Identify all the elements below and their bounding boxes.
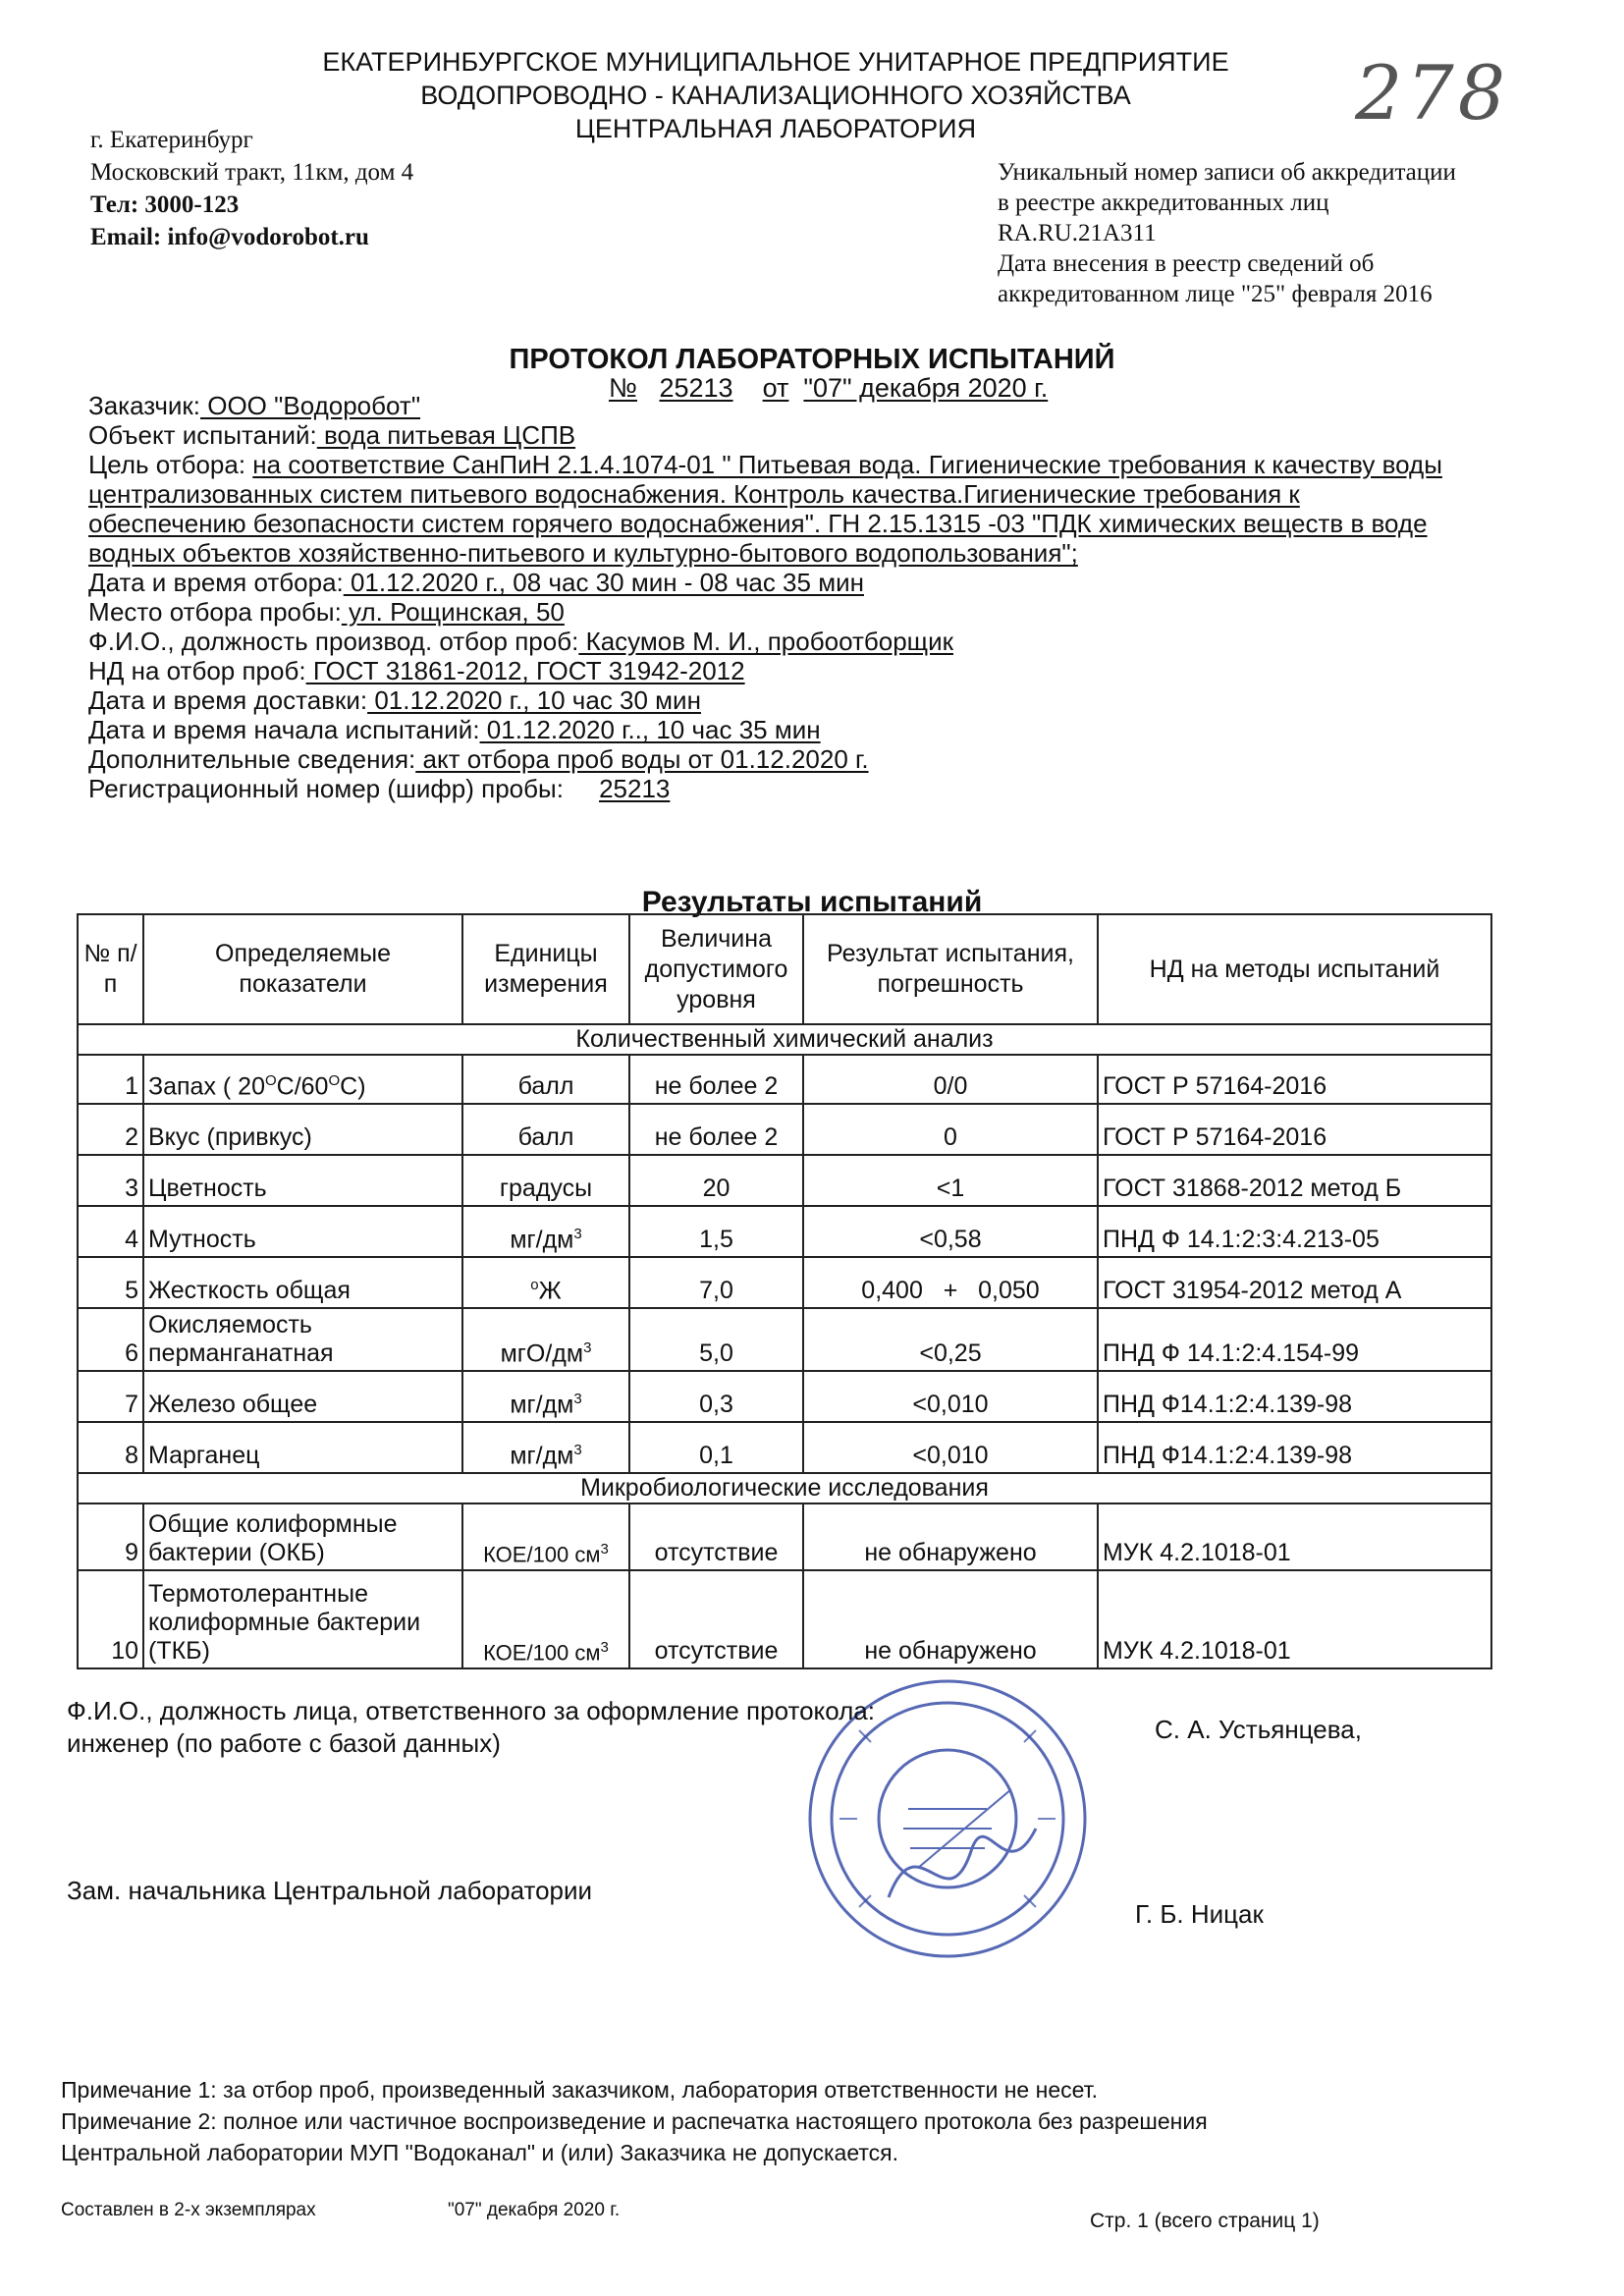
row-limit: 0,3 bbox=[629, 1371, 803, 1422]
accreditation-line-4: Дата внесения в реестр сведений об bbox=[998, 250, 1375, 277]
row-num: 9 bbox=[78, 1503, 143, 1570]
page-number: Стр. 1 (всего страниц 1) bbox=[1090, 2210, 1320, 2232]
head-name: Г. Б. Ницак bbox=[1135, 1899, 1264, 1929]
row-result: 0,400 + 0,050 bbox=[803, 1257, 1098, 1308]
row-limit: отсутствие bbox=[629, 1570, 803, 1668]
row-result: 0 bbox=[803, 1104, 1098, 1155]
row-result: 0/0 bbox=[803, 1055, 1098, 1104]
date-label: от bbox=[762, 373, 789, 403]
row-result: <0,010 bbox=[803, 1422, 1098, 1473]
sampler-row: Ф.И.О., должность производ. отбор проб: Касумов М. И., пробоотборщик bbox=[88, 627, 953, 656]
notes bbox=[61, 2074, 1208, 2168]
sampler-value: Касумов М. И., пробоотборщик bbox=[578, 627, 953, 656]
row-param: Окисляемость перманганатная bbox=[143, 1308, 462, 1371]
reg-row: Регистрационный номер (шифр) пробы: 25213 bbox=[88, 774, 671, 803]
row-units: балл bbox=[462, 1104, 629, 1155]
protocol-date: "07" декабря 2020 г. bbox=[803, 373, 1049, 403]
delivery-row: Дата и время доставки: 01.12.2020 г., 10 час 30 мин bbox=[88, 685, 701, 715]
start-row: Дата и время начала испытаний: 01.12.2020 г.., 10 час 35 мин bbox=[88, 715, 821, 744]
results-table bbox=[77, 913, 1492, 1669]
table-row bbox=[78, 1206, 1491, 1257]
row-limit: 7,0 bbox=[629, 1257, 803, 1308]
street-address: Московский тракт, 11км, дом 4 bbox=[90, 159, 414, 186]
place-row: Место отбора пробы: ул. Рощинская, 50 bbox=[88, 597, 565, 627]
row-num: 2 bbox=[78, 1104, 143, 1155]
accreditation-line-5: аккредитованном лице "25" февраля 2016 bbox=[998, 281, 1433, 307]
number-label: № bbox=[609, 373, 637, 403]
purpose-row: Цель отбора: на соответствие СанПиН 2.1.4.1074-01 " Питьевая вода. Гигиенические требования к качеству воды централизованных систем питьевого водоснабжения. Контроль качества.Гигиенические требования к обеспечению безопасности систем горячего водоснабжения". ГН 2.15.1315 -03 "ПДК химических веществ в воде водных объектов хозяйственно-питьевого и культурно-бытового водопользования"; bbox=[88, 450, 1442, 568]
row-param: Термотолерантные колиформные бактерии (ТКБ) bbox=[143, 1570, 462, 1668]
row-units: мгО/$дм^3$ bbox=[462, 1308, 629, 1371]
row-limit: 5,0 bbox=[629, 1308, 803, 1371]
accreditation-line-1: Уникальный номер записи об аккредитации bbox=[998, 159, 1456, 186]
row-num: 8 bbox=[78, 1422, 143, 1473]
copies-date: "07" декабря 2020 г. bbox=[448, 2200, 621, 2220]
note-2: Примечание 2: полное или частичное воспроизведение и распечатка настоящего протокола без разрешения bbox=[61, 2108, 1208, 2134]
row-param: Общие колиформные бактерии (ОКБ) bbox=[143, 1503, 462, 1570]
row-num: 3 bbox=[78, 1155, 143, 1206]
note-3: Центральной лаборатории МУП "Водоканал" и (или) Заказчика не допускается. bbox=[61, 2140, 898, 2165]
row-num: 4 bbox=[78, 1206, 143, 1257]
header-method: НД на методы испытаний bbox=[1098, 914, 1491, 1024]
accreditation-block bbox=[998, 157, 1456, 309]
row-units: КОЕ/100 $см^3$ bbox=[462, 1570, 629, 1668]
row-result: не обнаружено bbox=[803, 1570, 1098, 1668]
sampling-datetime-value: 01.12.2020 г., 08 час 30 мин - 08 час 35 мин bbox=[343, 568, 864, 597]
object-value: вода питьевая ЦСПВ bbox=[316, 420, 576, 450]
header-units: Единицы измерения bbox=[462, 914, 629, 1024]
customer-row: Заказчик: ООО "Водоробот" bbox=[88, 391, 421, 420]
row-result: <0,58 bbox=[803, 1206, 1098, 1257]
row-limit: не более 2 bbox=[629, 1055, 803, 1104]
note-1: Примечание 1: за отбор проб, произведенный заказчиком, лаборатория ответственности не несет. bbox=[61, 2077, 1099, 2103]
handwritten-number: 278 bbox=[1355, 49, 1510, 137]
protocol-number: 25213 bbox=[659, 373, 733, 403]
row-param: Цветность bbox=[143, 1155, 462, 1206]
org-line-3: ЦЕНТРАЛЬНАЯ ЛАБОРАТОРИЯ bbox=[574, 114, 977, 143]
row-num: 5 bbox=[78, 1257, 143, 1308]
row-units: балл bbox=[462, 1055, 629, 1104]
row-limit: не более 2 bbox=[629, 1104, 803, 1155]
row-units: $мг/дм^3$ bbox=[462, 1371, 629, 1422]
protocol-title: ПРОТОКОЛ ЛАБОРАТОРНЫХ ИСПЫТАНИЙ bbox=[509, 344, 1115, 375]
row-method: МУК 4.2.1018-01 bbox=[1098, 1570, 1491, 1668]
responsible-person bbox=[67, 1695, 950, 1760]
object-row: Объект испытаний: вода питьевая ЦСПВ bbox=[88, 420, 576, 450]
email: Email: info@vodorobot.ru bbox=[90, 224, 369, 250]
row-param: Запах ( $20^ОС/60^ОС$) bbox=[143, 1055, 462, 1104]
sample-info bbox=[88, 391, 1483, 803]
table-row bbox=[78, 1371, 1491, 1422]
responsible-name: С. А. Устьянцева, bbox=[1155, 1715, 1362, 1744]
delivery-value: 01.12.2020 г., 10 час 30 мин bbox=[367, 685, 701, 715]
row-method: ПНД Ф 14.1:2:4.154-99 bbox=[1098, 1308, 1491, 1371]
sampling-datetime-row: Дата и время отбора: 01.12.2020 г., 08 час 30 мин - 08 час 35 мин bbox=[88, 568, 864, 597]
row-method: МУК 4.2.1018-01 bbox=[1098, 1503, 1491, 1570]
org-line-2: ВОДОПРОВОДНО - КАНАЛИЗАЦИОННОГО ХОЗЯЙСТВА bbox=[420, 81, 1131, 110]
row-method: ПНД Ф 14.1:2:3:4.213-05 bbox=[1098, 1206, 1491, 1257]
row-limit: 0,1 bbox=[629, 1422, 803, 1473]
header-param: Определяемые показатели bbox=[143, 914, 462, 1024]
extra-row: Дополнительные сведения: акт отбора проб воды от 01.12.2020 г. bbox=[88, 744, 869, 774]
table-header-row bbox=[78, 914, 1491, 1024]
row-method: ГОСТ Р 57164-2016 bbox=[1098, 1055, 1491, 1104]
row-param: Мутность bbox=[143, 1206, 462, 1257]
table-row bbox=[78, 1055, 1491, 1104]
purpose-value: на соответствие СанПиН 2.1.4.1074-01 " Питьевая вода. Гигиенические требования к качеству воды централизованных систем питьевого водоснабжения. Контроль качества.Гигиенические требования к обеспечению безопасности систем горячего водоснабжения". ГН 2.15.1315 -03 "ПДК химических веществ в воде водных объектов хозяйственно-питьевого и культурно-бытового водопользования"; bbox=[88, 450, 1442, 568]
row-units: КОЕ/100 $см^3$ bbox=[462, 1503, 629, 1570]
row-num: 1 bbox=[78, 1055, 143, 1104]
row-limit: 1,5 bbox=[629, 1206, 803, 1257]
nd-value: ГОСТ 31861-2012, ГОСТ 31942-2012 bbox=[305, 656, 745, 685]
row-limit: отсутствие bbox=[629, 1503, 803, 1570]
table-row bbox=[78, 1155, 1491, 1206]
start-value: 01.12.2020 г.., 10 час 35 мин bbox=[479, 715, 821, 744]
row-method: ГОСТ 31954-2012 метод А bbox=[1098, 1257, 1491, 1308]
customer-value: ООО "Водоробот" bbox=[200, 391, 421, 420]
accreditation-number: RA.RU.21A311 bbox=[998, 220, 1157, 246]
extra-value: акт отбора проб воды от 01.12.2020 г. bbox=[415, 744, 869, 774]
row-param: Жесткость общая bbox=[143, 1257, 462, 1308]
table-row bbox=[78, 1422, 1491, 1473]
header-result: Результат испытания, погрешность bbox=[803, 914, 1098, 1024]
row-units: $^о$Ж bbox=[462, 1257, 629, 1308]
row-method: ГОСТ Р 57164-2016 bbox=[1098, 1104, 1491, 1155]
table-row bbox=[78, 1104, 1491, 1155]
section-row bbox=[78, 1473, 1491, 1503]
city: г. Екатеринбург bbox=[90, 127, 253, 153]
row-num: 10 bbox=[78, 1570, 143, 1668]
row-num: 7 bbox=[78, 1371, 143, 1422]
place-value: ул. Рощинская, 50 bbox=[341, 597, 565, 627]
table-row bbox=[78, 1570, 1491, 1668]
row-result: <0,25 bbox=[803, 1308, 1098, 1371]
row-method: ПНД Ф14.1:2:4.139-98 bbox=[1098, 1371, 1491, 1422]
responsible-line-2: инженер (по работе с базой данных) bbox=[67, 1728, 501, 1758]
row-units: градусы bbox=[462, 1155, 629, 1206]
row-param: Вкус (привкус) bbox=[143, 1104, 462, 1155]
responsible-line-1: Ф.И.О., должность лица, ответственного за оформление протокола: bbox=[67, 1696, 875, 1725]
results-title: Результаты испытаний bbox=[641, 886, 983, 918]
row-result: не обнаружено bbox=[803, 1503, 1098, 1570]
phone: Тел: 3000-123 bbox=[90, 191, 240, 218]
address-block bbox=[90, 124, 413, 253]
row-method: ГОСТ 31868-2012 метод Б bbox=[1098, 1155, 1491, 1206]
reg-value: 25213 bbox=[599, 774, 671, 803]
row-limit: 20 bbox=[629, 1155, 803, 1206]
row-result: <1 bbox=[803, 1155, 1098, 1206]
table-row bbox=[78, 1308, 1491, 1371]
nd-row: НД на отбор проб: ГОСТ 31861-2012, ГОСТ 31942-2012 bbox=[88, 656, 745, 685]
copies-note: Составлен в 2-х экземплярах bbox=[61, 2200, 316, 2220]
org-line-1: ЕКАТЕРИНБУРГСКОЕ МУНИЦИПАЛЬНОЕ УНИТАРНОЕ ПРЕДПРИЯТИЕ bbox=[322, 47, 1229, 77]
row-param: Железо общее bbox=[143, 1371, 462, 1422]
section-row bbox=[78, 1024, 1491, 1055]
row-units: $мг/дм^3$ bbox=[462, 1206, 629, 1257]
section-chem: Количественный химический анализ bbox=[78, 1024, 1491, 1055]
header-limit: Величина допустимого уровня bbox=[629, 914, 803, 1024]
table-row bbox=[78, 1257, 1491, 1308]
head-title: Зам. начальника Центральной лаборатории bbox=[67, 1876, 593, 1905]
row-method: ПНД Ф14.1:2:4.139-98 bbox=[1098, 1422, 1491, 1473]
section-micro: Микробиологические исследования bbox=[78, 1473, 1491, 1503]
row-result: <0,010 bbox=[803, 1371, 1098, 1422]
row-num: 6 bbox=[78, 1308, 143, 1371]
header-num: № п/п bbox=[78, 914, 143, 1024]
table-row bbox=[78, 1503, 1491, 1570]
row-param: Марганец bbox=[143, 1422, 462, 1473]
accreditation-line-2: в реестре аккредитованных лиц bbox=[998, 190, 1329, 216]
row-units: $мг/дм^3$ bbox=[462, 1422, 629, 1473]
